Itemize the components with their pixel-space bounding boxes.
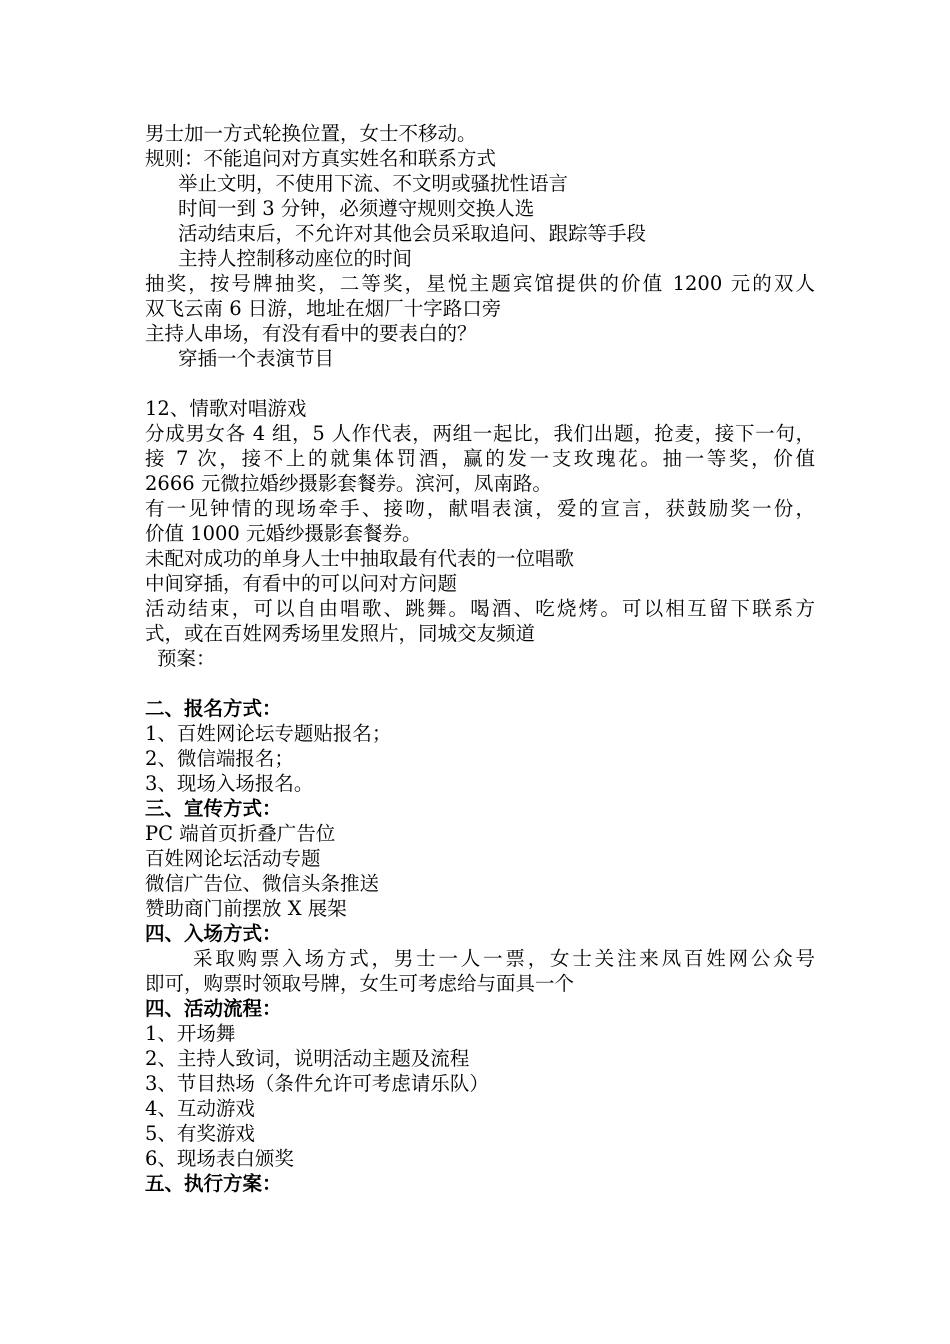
list-item: 百姓网论坛活动专题 [145, 847, 321, 870]
text-line: 规则：不能追问对方真实姓名和联系方式 [145, 147, 497, 170]
text-line: 2666 元微拉婚纱摄影套餐券。滨河，凤南路。 [145, 472, 552, 495]
list-item: PC 端首页折叠广告位 [145, 822, 336, 845]
list-item: 1、开场舞 [145, 1022, 236, 1045]
section-heading: 三、宣传方式： [145, 797, 282, 820]
text-line: 接 7 次，接不上的就集体罚酒，赢的发一支玫瑰花。抽一等奖，价值 [145, 447, 815, 470]
list-item: 3、节目热场（条件允许可考虑请乐队） [145, 1072, 489, 1095]
list-item: 2、微信端报名； [145, 747, 294, 770]
section-title: 12、情歌对唱游戏 [145, 397, 307, 420]
list-item: 赞助商门前摆放 X 展架 [145, 897, 347, 920]
text-line: 主持人串场，有没有看中的要表白的？ [145, 322, 477, 345]
text-line: 活动结束，可以自由唱歌、跳舞。喝酒、吃烧烤。可以相互留下联系方 [145, 597, 815, 620]
text-line: 中间穿插，有看中的可以问对方问题 [145, 572, 458, 595]
list-item: 2、主持人致词，说明活动主题及流程 [145, 1047, 470, 1070]
text-line: 男士加一方式轮换位置，女士不移动。 [145, 122, 477, 145]
text-line: 预案： [157, 647, 216, 670]
text-line: 分成男女各 4 组，5 人作代表，两组一起比，我们出题，抢麦，接下一句， [145, 422, 815, 445]
section-heading: 四、入场方式： [145, 922, 282, 945]
section-heading: 四、活动流程： [145, 997, 282, 1020]
section-heading: 五、执行方案： [145, 1172, 282, 1195]
text-line: 即可，购票时领取号牌，女生可考虑给与面具一个 [145, 972, 575, 995]
text-line: 价值 1000 元婚纱摄影套餐券。 [145, 522, 422, 545]
text-line: 式，或在百姓网秀场里发照片，同城交友频道 [145, 622, 536, 645]
text-line: 双飞云南 6 日游，地址在烟厂十字路口旁 [145, 297, 502, 320]
text-line: 穿插一个表演节目 [178, 347, 335, 370]
list-item: 1、百姓网论坛专题贴报名； [145, 722, 392, 745]
blank-line [145, 671, 815, 696]
text-line: 采取购票入场方式，男士一人一票，女士关注来凤百姓网公众号 [193, 947, 815, 970]
text-line: 未配对成功的单身人士中抽取最有代表的一位唱歌 [145, 547, 575, 570]
text-line: 抽奖，按号牌抽奖，二等奖，星悦主题宾馆提供的价值 1200 元的双人 [145, 272, 815, 295]
text-line: 主持人控制移动座位的时间 [178, 247, 413, 270]
text-line: 活动结束后，不允许对其他会员采取追问、跟踪等手段 [178, 222, 647, 245]
list-item: 微信广告位、微信头条推送 [145, 872, 380, 895]
document-body [145, 121, 815, 1196]
list-item: 6、现场表白颁奖 [145, 1147, 294, 1170]
list-item: 3、现场入场报名。 [145, 772, 314, 795]
text-line: 举止文明，不使用下流、不文明或骚扰性语言 [178, 172, 569, 195]
blank-line [145, 371, 815, 396]
text-line: 有一见钟情的现场牵手、接吻，献唱表演，爱的宣言，获鼓励奖一份， [145, 497, 815, 520]
section-heading: 二、报名方式： [145, 697, 282, 720]
list-item: 5、有奖游戏 [145, 1122, 255, 1145]
text-line: 时间一到 3 分钟，必须遵守规则交换人选 [178, 197, 535, 220]
list-item: 4、互动游戏 [145, 1097, 255, 1120]
